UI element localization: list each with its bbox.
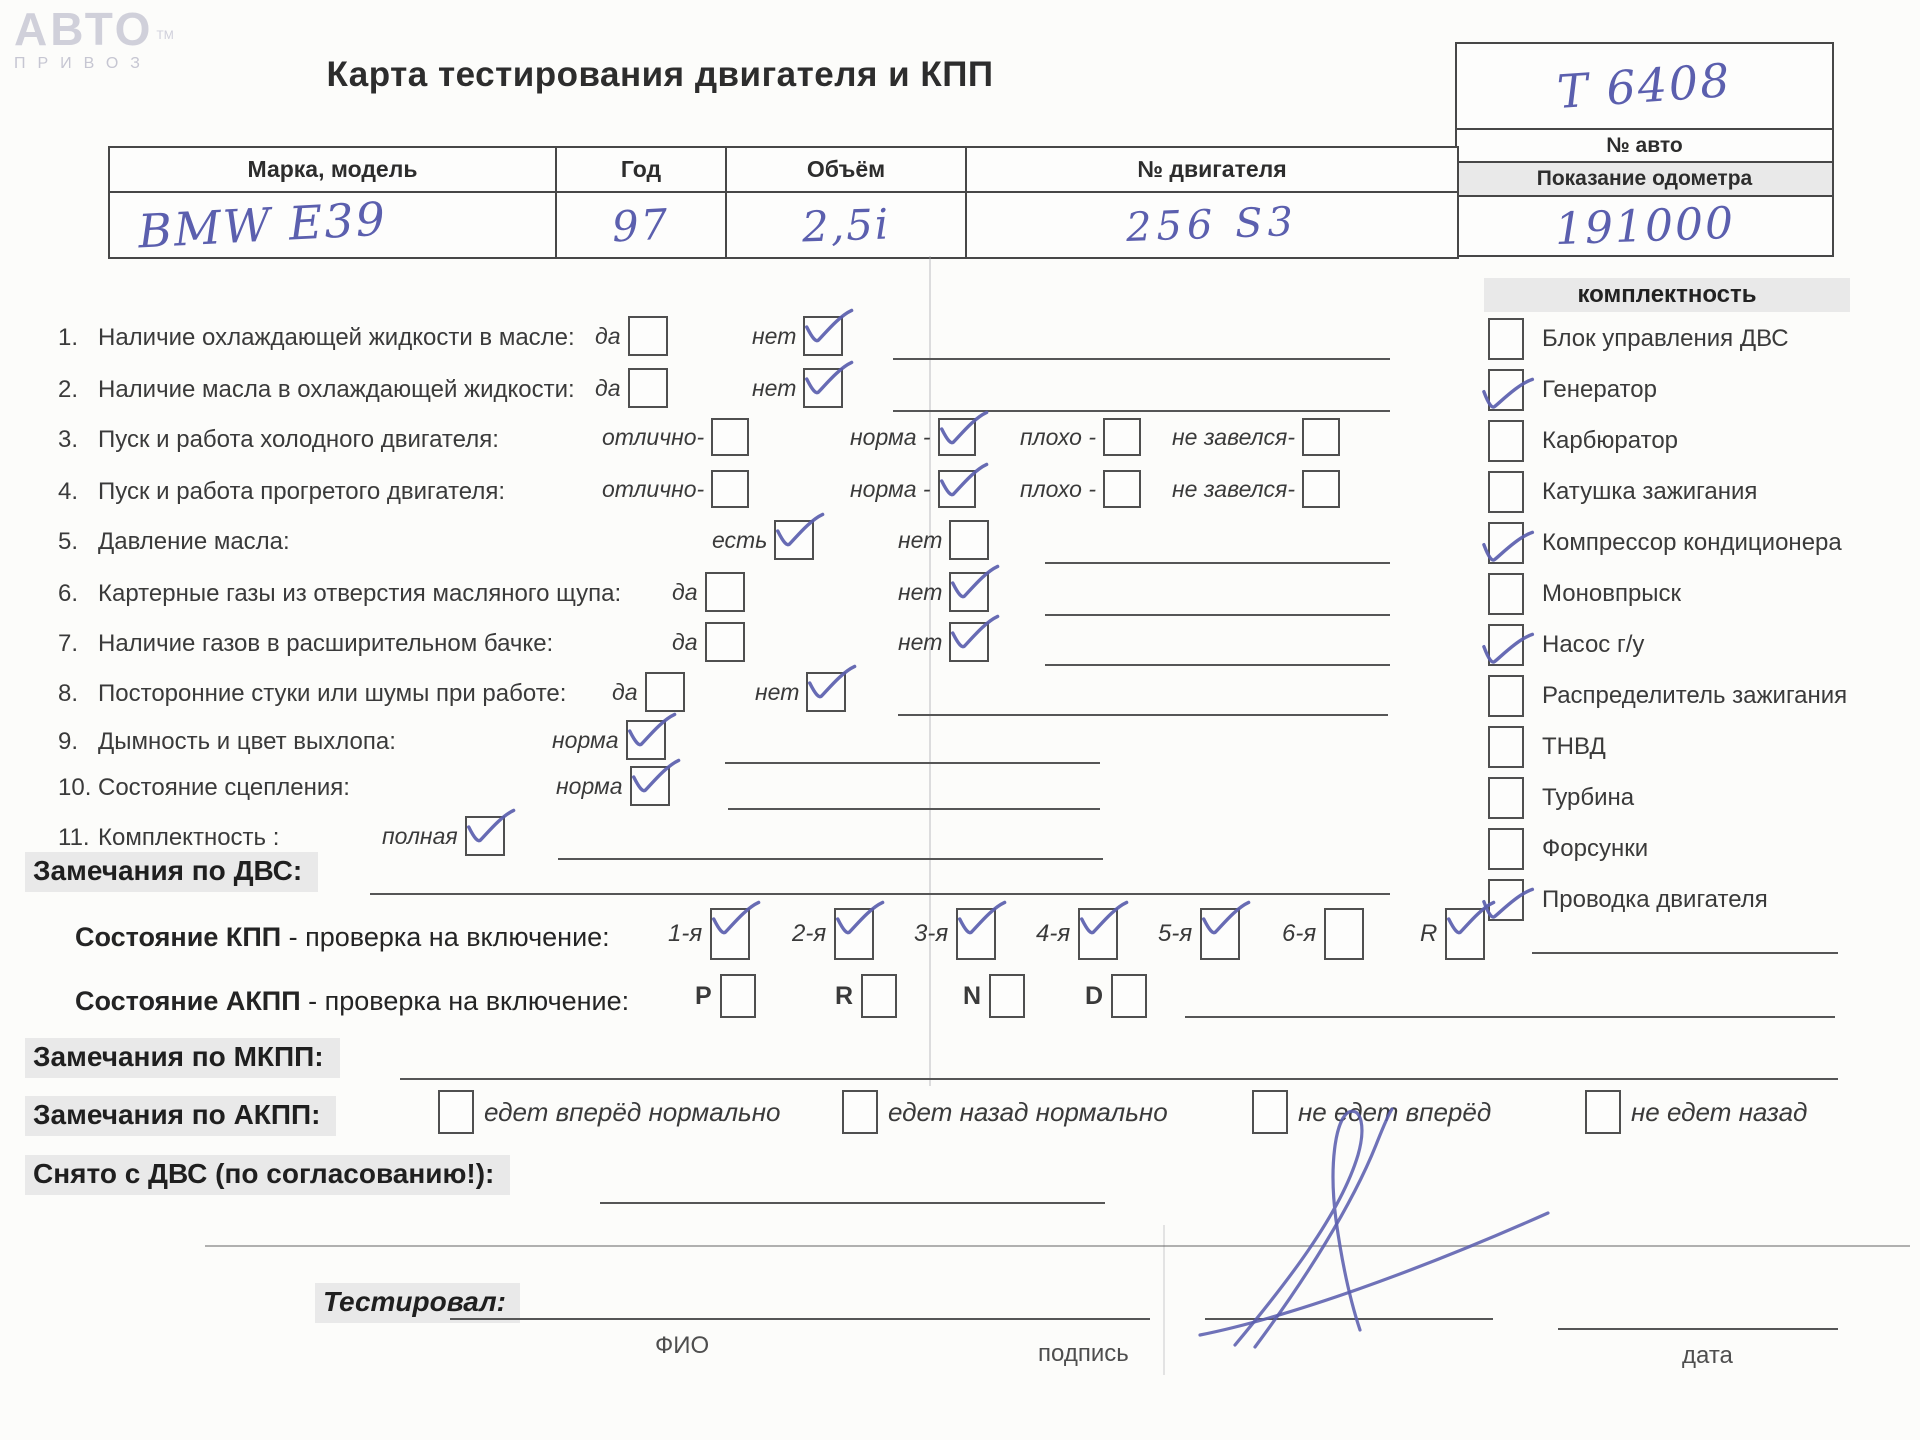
gear-option: [835, 974, 897, 1018]
option-label: есть: [712, 526, 768, 553]
date-blank-line: [1558, 1328, 1838, 1330]
checkbox[interactable]: [956, 908, 996, 960]
checklist-option: [898, 622, 989, 662]
checkbox[interactable]: [806, 672, 846, 712]
checkbox[interactable]: [711, 418, 749, 456]
item-label: Наличие газов в расширительном бачке:: [98, 630, 554, 657]
item-label: Наличие масла в охлаждающей жидкости:: [98, 376, 575, 403]
equipment-label: Компрессор кондиционера: [1542, 529, 1842, 556]
gear-label: D: [1085, 981, 1104, 1010]
checkbox[interactable]: [1585, 1090, 1621, 1134]
checkbox[interactable]: [1103, 418, 1141, 456]
checkbox[interactable]: [1111, 974, 1147, 1018]
checklist-option: [850, 470, 976, 508]
checkbox[interactable]: [1488, 522, 1524, 564]
checkbox[interactable]: [803, 316, 843, 356]
equipment-label: Карбюратор: [1542, 427, 1679, 454]
blank-line: [558, 858, 1103, 860]
gear-label: P: [695, 981, 712, 1010]
kpp-gear-checks: [0, 908, 1920, 966]
item-number: 1.: [58, 324, 79, 351]
check-mark-icon: [1476, 625, 1536, 673]
check-mark-icon: [709, 898, 761, 940]
option-label: норма -: [850, 475, 931, 502]
volume-value-cell: [727, 193, 967, 257]
gear-option: [668, 908, 750, 960]
checklist-option: [672, 572, 745, 612]
akpp-note-label: не едет назад: [1631, 1096, 1808, 1127]
blank-line: [1045, 614, 1390, 616]
checkbox[interactable]: [834, 908, 874, 960]
check-mark-icon: [955, 898, 1007, 940]
check-mark-icon: [1444, 898, 1496, 940]
checkbox[interactable]: [842, 1090, 878, 1134]
checkbox[interactable]: [803, 368, 843, 408]
gear-option: [1420, 908, 1485, 960]
gear-label: N: [963, 981, 982, 1010]
gear-option: [1036, 908, 1118, 960]
logo-text: АВТО: [14, 3, 154, 55]
checkbox[interactable]: [1445, 908, 1485, 960]
checklist-option: [1020, 418, 1141, 456]
option-label: не завелся-: [1172, 423, 1296, 450]
checklist-option: [595, 368, 668, 408]
checkbox[interactable]: [1078, 908, 1118, 960]
check-mark-icon: [629, 756, 681, 798]
gear-label: 5-я: [1158, 920, 1193, 947]
gear-label: 6-я: [1282, 920, 1317, 947]
fio-blank-line: [450, 1318, 1150, 1320]
item-label: Наличие охлаждающей жидкости в масле:: [98, 324, 575, 351]
checkbox[interactable]: [938, 470, 976, 508]
removed-from-engine-label: Снято с ДВС (по согласованию!):: [25, 1155, 510, 1195]
handwritten-signature: [1180, 1085, 1560, 1355]
checklist-option: [595, 316, 668, 356]
checklist-row-2: [58, 364, 1458, 416]
item-number: 5.: [58, 528, 79, 555]
akpp-note-label: не едет вперёд: [1298, 1096, 1492, 1127]
checkbox[interactable]: [1488, 828, 1524, 870]
item-number: 11.: [58, 824, 90, 851]
checkbox[interactable]: [465, 816, 505, 856]
equipment-label: Проводка двигателя: [1542, 886, 1768, 913]
checklist-option: [382, 816, 505, 856]
signature-label: подпись: [1038, 1340, 1129, 1367]
checklist-row-9: [58, 716, 1458, 768]
checklist-option: [556, 766, 670, 806]
equipment-label: Форсунки: [1542, 835, 1649, 862]
checklist-row-10: [58, 762, 1458, 814]
checkbox[interactable]: [1488, 420, 1524, 462]
gear-label: 1-я: [668, 920, 703, 947]
make-value-cell: [110, 193, 557, 257]
checkbox[interactable]: [949, 572, 989, 612]
check-mark-icon: [802, 358, 854, 400]
checkbox[interactable]: [705, 622, 745, 662]
checkbox[interactable]: [720, 974, 756, 1018]
logo: [14, 3, 174, 72]
equipment-item: [1488, 775, 1634, 821]
equipment-item: [1488, 418, 1678, 464]
equipment-item: [1488, 571, 1681, 617]
equipment-item: [1488, 520, 1842, 566]
equipment-label: ТНВД: [1542, 733, 1606, 760]
item-label: Пуск и работа холодного двигателя:: [98, 426, 499, 453]
checkbox[interactable]: [1200, 908, 1240, 960]
checklist-option: [552, 720, 666, 760]
column-header-year: Год: [557, 148, 727, 193]
auto-number-handwritten: Т 6408: [1555, 52, 1734, 120]
checkbox[interactable]: [861, 974, 897, 1018]
item-number: 4.: [58, 478, 79, 505]
logo-subtitle: ПРИВОЗ: [14, 55, 152, 72]
checkbox[interactable]: [711, 470, 749, 508]
option-label: нет: [752, 322, 797, 349]
akpp-state-label-rest: - проверка на включение:: [300, 986, 630, 1016]
akpp-blank-line: [1185, 1016, 1835, 1018]
check-mark-icon: [948, 612, 1000, 654]
gear-label: R: [835, 981, 854, 1010]
equipment-item: [1488, 826, 1648, 872]
option-label: да: [672, 628, 698, 655]
check-mark-icon: [464, 806, 516, 848]
checkbox[interactable]: [1103, 470, 1141, 508]
check-mark-icon: [937, 460, 989, 502]
akpp-notes-options: [0, 1090, 1920, 1146]
option-label: норма: [556, 772, 623, 799]
check-mark-icon: [833, 898, 885, 940]
checkbox[interactable]: [1302, 470, 1340, 508]
blank-line: [728, 808, 1100, 810]
checklist-option: [898, 520, 989, 560]
checkbox[interactable]: [949, 622, 989, 662]
equipment-item: [1488, 316, 1789, 362]
equipment-label: Моновпрыск: [1542, 580, 1682, 607]
checkbox[interactable]: [645, 672, 685, 712]
equipment-item: [1488, 673, 1847, 719]
checklist-option: [602, 418, 749, 456]
checklist-row-8: [58, 668, 1458, 720]
item-label: Комплектность :: [98, 824, 280, 851]
option-label: норма -: [850, 423, 931, 450]
equipment-label: Турбина: [1542, 784, 1635, 811]
check-mark-icon: [773, 510, 825, 552]
checkbox[interactable]: [628, 316, 668, 356]
equipment-item: [1488, 367, 1657, 413]
column-header-engine-number: № двигателя: [967, 148, 1457, 193]
checklist-row-1: [58, 312, 1458, 364]
checklist-option: [755, 672, 846, 712]
gear-option: [1158, 908, 1240, 960]
checklist-row-6: [58, 568, 1458, 620]
checklist-option: [672, 622, 745, 662]
checklist-option: [850, 418, 976, 456]
vehicle-number-box: [1455, 42, 1834, 257]
checklist-option: [898, 572, 989, 612]
item-number: 9.: [58, 728, 79, 755]
year-value-cell: [557, 193, 727, 257]
tested-by-label: Тестировал:: [315, 1283, 520, 1323]
kpp-state-label-bold: Состояние КПП: [75, 922, 282, 952]
equipment-label: Насос г/у: [1542, 631, 1645, 658]
column-header-volume: Объём: [727, 148, 967, 193]
blank-line: [1045, 664, 1390, 666]
checklist-row-7: [58, 618, 1458, 670]
item-label: Дымность и цвет выхлопа:: [98, 728, 396, 755]
check-mark-icon: [1077, 898, 1129, 940]
checkbox[interactable]: [1488, 573, 1524, 615]
checkbox[interactable]: [1488, 726, 1524, 768]
item-label: Посторонние стуки или шумы при работе:: [98, 680, 567, 707]
removed-blank-line: [600, 1202, 1105, 1204]
checkbox[interactable]: [1488, 471, 1524, 513]
checklist-option: [752, 316, 843, 356]
scan-fold-line: [1163, 1225, 1165, 1375]
checklist-option: [602, 470, 749, 508]
checklist-option: [1172, 418, 1340, 456]
item-number: 6.: [58, 580, 79, 607]
option-label: нет: [898, 628, 943, 655]
gear-label: 4-я: [1036, 920, 1071, 947]
checkbox[interactable]: [1488, 624, 1524, 666]
akpp-note-option: [1585, 1090, 1807, 1134]
item-number: 3.: [58, 426, 79, 453]
option-label: да: [612, 678, 638, 705]
fio-label: ФИО: [655, 1332, 710, 1359]
equipment-item: [1488, 622, 1644, 668]
option-label: нет: [752, 374, 797, 401]
blank-line: [893, 358, 1390, 360]
checkbox[interactable]: [1488, 675, 1524, 717]
equipment-header: комплектность: [1484, 278, 1850, 312]
gear-option: [914, 908, 996, 960]
checklist-option: [612, 672, 685, 712]
akpp-note-label: едет назад нормально: [888, 1096, 1168, 1127]
dvs-notes-label: Замечания по ДВС:: [25, 852, 318, 892]
equipment-item: [1488, 469, 1757, 515]
akpp-note-label: едет вперёд нормально: [484, 1096, 781, 1127]
item-label: Состояние сцепления:: [98, 774, 350, 801]
option-label: отлично-: [602, 423, 705, 450]
check-mark-icon: [1476, 370, 1536, 418]
check-mark-icon: [1476, 523, 1536, 571]
equipment-label: Катушка зажигания: [1542, 478, 1758, 505]
equipment-item: [1488, 724, 1606, 770]
akpp-note-option: [438, 1090, 780, 1134]
item-label: Пуск и работа прогретого двигателя:: [98, 478, 506, 505]
checklist-option: [712, 520, 814, 560]
mkpp-notes-blank-line: [400, 1078, 1838, 1080]
option-label: да: [595, 322, 621, 349]
odometer-cell: [1457, 197, 1832, 255]
volume-handwritten: 2,5i: [801, 198, 891, 252]
option-label: норма: [552, 726, 619, 753]
checklist-option: [1172, 470, 1340, 508]
checkbox[interactable]: [438, 1090, 474, 1134]
gear-label: 3-я: [914, 920, 949, 947]
option-label: плохо -: [1020, 475, 1096, 502]
equipment-label: Распределитель зажигания: [1542, 682, 1848, 709]
kpp-blank-line: [1532, 952, 1838, 954]
akpp-state-label-bold: Состояние АКПП: [75, 986, 301, 1016]
gear-option: [695, 974, 756, 1018]
mkpp-notes-label: Замечания по МКПП:: [25, 1038, 340, 1078]
checkbox[interactable]: [1488, 777, 1524, 819]
item-number: 7.: [58, 630, 79, 657]
item-number: 8.: [58, 680, 79, 707]
option-label: полная: [382, 822, 458, 849]
checkbox[interactable]: [1488, 369, 1524, 411]
gear-option: [963, 974, 1025, 1018]
option-label: да: [595, 374, 621, 401]
auto-number-cell: [1457, 44, 1832, 128]
gear-label: 2-я: [792, 920, 827, 947]
akpp-note-option: [842, 1090, 1168, 1134]
vehicle-info-table: [108, 146, 1459, 259]
option-label: не завелся-: [1172, 475, 1296, 502]
checkbox[interactable]: [1488, 318, 1524, 360]
odometer-label: Показание одометра: [1457, 161, 1832, 197]
date-label: дата: [1682, 1342, 1733, 1369]
auto-number-label: № авто: [1457, 128, 1832, 161]
akpp-notes-label: Замечания по АКПП:: [25, 1096, 336, 1136]
checkbox[interactable]: [630, 766, 670, 806]
check-mark-icon: [937, 408, 989, 450]
scan-artifact-line: [205, 1245, 1910, 1247]
checkbox[interactable]: [705, 572, 745, 612]
check-mark-icon: [805, 662, 857, 704]
equipment-label: Генератор: [1542, 376, 1657, 403]
option-label: отлично-: [602, 475, 705, 502]
option-label: нет: [898, 526, 943, 553]
checkbox[interactable]: [949, 520, 989, 560]
checkbox[interactable]: [938, 418, 976, 456]
column-header-make: Марка, модель: [110, 148, 557, 193]
checkbox[interactable]: [710, 908, 750, 960]
gear-label: R: [1420, 920, 1438, 947]
blank-line: [1045, 562, 1390, 564]
gear-option: [1282, 908, 1364, 960]
checkbox[interactable]: [1302, 418, 1340, 456]
year-handwritten: 97: [611, 199, 671, 251]
engine-number-handwritten: 256 S3: [1125, 199, 1299, 251]
item-label: Картерные газы из отверстия масляного щупа:: [98, 580, 622, 607]
item-number: 2.: [58, 376, 79, 403]
checkbox[interactable]: [628, 368, 668, 408]
page-title: Карта тестирования двигателя и КПП: [326, 55, 994, 94]
checklist-row-4: [58, 466, 1458, 518]
item-label: Давление масла:: [98, 528, 290, 555]
checkbox[interactable]: [626, 720, 666, 760]
engine-number-value-cell: [967, 193, 1457, 257]
gear-option: [1085, 974, 1147, 1018]
check-mark-icon: [1199, 898, 1251, 940]
equipment-label: Блок управления ДВС: [1542, 325, 1789, 352]
checklist-row-5: [58, 516, 1458, 568]
checklist-option: [1020, 470, 1141, 508]
check-mark-icon: [802, 306, 854, 348]
check-mark-icon: [625, 710, 677, 752]
gear-option: [792, 908, 874, 960]
dvs-notes-blank-line: [370, 893, 1390, 895]
option-label: плохо -: [1020, 423, 1096, 450]
option-label: нет: [755, 678, 800, 705]
item-number: 10.: [58, 774, 92, 801]
checklist-option: [752, 368, 843, 408]
option-label: да: [672, 578, 698, 605]
checkbox[interactable]: [989, 974, 1025, 1018]
make-handwritten: BMW E39: [136, 191, 389, 259]
odometer-handwritten: 191000: [1553, 197, 1736, 255]
kpp-state-label-rest: - проверка на включение:: [281, 922, 610, 952]
checkbox[interactable]: [1324, 908, 1364, 960]
checklist-row-3: [58, 414, 1458, 466]
logo-tm-mark: ТМ: [156, 27, 174, 42]
checkbox[interactable]: [774, 520, 814, 560]
option-label: нет: [898, 578, 943, 605]
check-mark-icon: [948, 562, 1000, 604]
